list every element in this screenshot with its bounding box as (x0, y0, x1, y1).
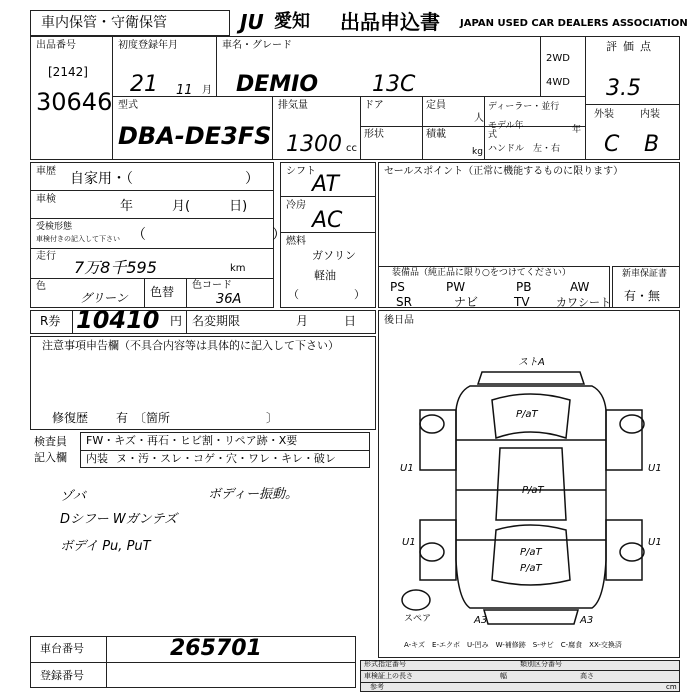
equipment-label: 装備品（純正品に限り○をつけてください） (392, 268, 571, 278)
recycle-label: R券 (40, 314, 61, 328)
car-name-value: DEMIO (236, 72, 319, 97)
usage-label: 車歴 (36, 166, 56, 177)
deadline-label: 名変期限 (192, 314, 241, 328)
registration-label: 登録番号 (40, 669, 84, 682)
paint-mark-3: P/aT (520, 563, 542, 574)
grade-value: 13C (372, 72, 416, 97)
load-label: 積載 (426, 129, 446, 140)
chassis-label: 車台番号 (40, 642, 84, 655)
side-mark-1: U1 (400, 463, 414, 474)
equipment-navi: ナビ (454, 295, 479, 309)
shift-value: AT (312, 172, 339, 197)
score-value: 3.5 (606, 76, 641, 101)
fuel-gasoline: ガソリン (312, 249, 356, 262)
repair-value: 有 〔箇所 〕 (116, 411, 279, 425)
recycle-unit: 円 (170, 314, 183, 328)
side-mark-2: U1 (648, 463, 662, 474)
warranty-label: 新車保証書 (622, 269, 668, 279)
interior-value: B (644, 132, 660, 157)
equipment-pb: PB (516, 280, 532, 294)
interior-label: 内装 (640, 109, 660, 120)
color-label: 色 (36, 281, 46, 292)
exterior-value: C (604, 132, 620, 157)
drive-4wd: 4WD (546, 77, 570, 88)
note-label: 参考 (370, 683, 384, 691)
color-change-label: 色替 (150, 285, 175, 299)
remark-1: ゾバ (60, 489, 86, 504)
load-unit: kg (472, 147, 483, 157)
fuel-label: 燃料 (286, 236, 306, 247)
color-code-value: 36A (216, 292, 242, 307)
diagram-label: 後日品 (384, 315, 414, 326)
sales-point-label: セールスポイント（正常に機能するものに限ります） (384, 166, 624, 177)
paint-mark-4: P/aT (520, 547, 542, 558)
spec-no-label: 形式指定番号 (364, 660, 406, 668)
chassis-value: 265701 (170, 636, 262, 661)
side-mark-3: U1 (402, 537, 416, 548)
notes-label: 注意事項申告欄（不具合内容等は具体的に記入して下さい） (42, 339, 339, 352)
fuel-diesel: 軽油 (314, 269, 336, 282)
color-value: グリーン (80, 291, 128, 305)
repair-label: 修復歴 (52, 411, 89, 425)
usage-value: 自家用・（ ） (70, 171, 259, 187)
paint-mark-2: P/aT (522, 485, 544, 496)
side-mark-4: U1 (648, 537, 662, 548)
logo-place: 愛知 (274, 11, 310, 32)
exterior-label: 外装 (594, 109, 614, 120)
lot-number: 30646 (36, 88, 113, 116)
inspection-value: 年 月( 日) (120, 199, 248, 214)
model-year-label: モデル年式 (488, 121, 524, 140)
inspection-type-value: （ ） (132, 227, 286, 243)
shift-label: シフト (286, 166, 316, 177)
damage-legend: A-キズ E-エクボ U-凹み W-補修跡 S-サビ C-腐食 XX-交換済 (404, 641, 622, 649)
remark-4: ボデイ Pu, PuT (60, 539, 151, 554)
displacement-label: 排気量 (278, 100, 308, 111)
association-name: JAPAN USED CAR DEALERS ASSOCIATION (460, 18, 688, 29)
mileage-unit: km (230, 263, 246, 274)
model-value: DBA-DE3FS (118, 122, 272, 150)
displacement-unit: cc (346, 143, 357, 154)
deadline-value: 月 日 (296, 314, 357, 328)
equipment-pw: PW (446, 280, 466, 294)
reg-month: 11 (176, 83, 193, 98)
fuel-other: （ ） (288, 288, 365, 301)
form-label: 形状 (364, 129, 384, 140)
dealer-label: ディーラー・並行 (488, 102, 560, 112)
recycle-value: 10410 (76, 306, 160, 334)
inspector-label: 検査員 (34, 435, 67, 448)
bottom-mark-2: A3 (580, 615, 594, 626)
inspection-label: 車検 (36, 194, 56, 205)
equipment-seat: カワシート (556, 296, 611, 309)
width-label: 幅 (500, 672, 507, 680)
color-code-label: 色コード (192, 280, 232, 291)
car-name-label: 車名・グレード (222, 40, 292, 51)
paint-mark-1: P/aT (516, 409, 538, 420)
equipment-sr: SR (396, 295, 412, 309)
spare-label: スペア (404, 614, 432, 624)
year-unit: 年 (572, 125, 582, 135)
mileage-label: 走行 (36, 251, 56, 262)
storage-badge-text: 車内保管・守衛保管 (41, 15, 167, 31)
inspector-line2-label: 内装 (86, 452, 108, 465)
reg-month-unit: 月 (202, 85, 212, 96)
form-title: 出品申込書 (340, 10, 440, 34)
mileage-value: 7万8千595 (74, 258, 157, 277)
logo-mark: JU (240, 10, 264, 34)
inspector-line1: FW・キズ・再石・ヒビ割・リペア跡・X要 (86, 434, 298, 447)
class-no-label: 類別区分番号 (520, 660, 562, 668)
warranty-value: 有・無 (624, 289, 661, 303)
reg-label: 初度登録年月 (118, 40, 178, 51)
inspector-label-2: 記入欄 (34, 451, 67, 464)
remark-3: Dシフー Wガンテズ (60, 512, 178, 527)
reg-era: 21 (130, 72, 158, 97)
drive-2wd: 2WD (546, 53, 570, 64)
unit-cm: cm (666, 683, 677, 691)
remark-2: ボディー振動。 (208, 487, 298, 502)
model-label: 型式 (118, 100, 138, 111)
height-label: 高さ (580, 672, 594, 680)
lot-label: 出品番号 (36, 40, 76, 51)
equipment-tv: TV (514, 295, 530, 309)
inspection-type-note: 車検付きの記入して下さい (36, 235, 120, 243)
ac-value: AC (312, 208, 343, 233)
handle-label: ハンドル 左・右 (488, 144, 561, 154)
car-length-label: 車検証上の長さ (364, 672, 413, 680)
bottom-mark-1: A3 (474, 615, 488, 626)
inspector-line2: ヌ・汚・スレ・コゲ・穴・ワレ・キレ・破レ (116, 452, 336, 465)
capacity-unit: 人 (474, 113, 484, 124)
diagram-top-mark: ストA (518, 357, 545, 368)
displacement-value: 1300 (286, 132, 342, 157)
inspection-type-label: 受検形態 (36, 222, 73, 232)
equipment-ps: PS (390, 280, 405, 294)
door-label: ドア (364, 100, 384, 111)
capacity-label: 定員 (426, 100, 446, 111)
score-label: 評価点 (606, 40, 657, 53)
ac-label: 冷房 (286, 200, 306, 211)
lot-sub: [2142] (48, 65, 88, 79)
equipment-aw: AW (570, 280, 590, 294)
